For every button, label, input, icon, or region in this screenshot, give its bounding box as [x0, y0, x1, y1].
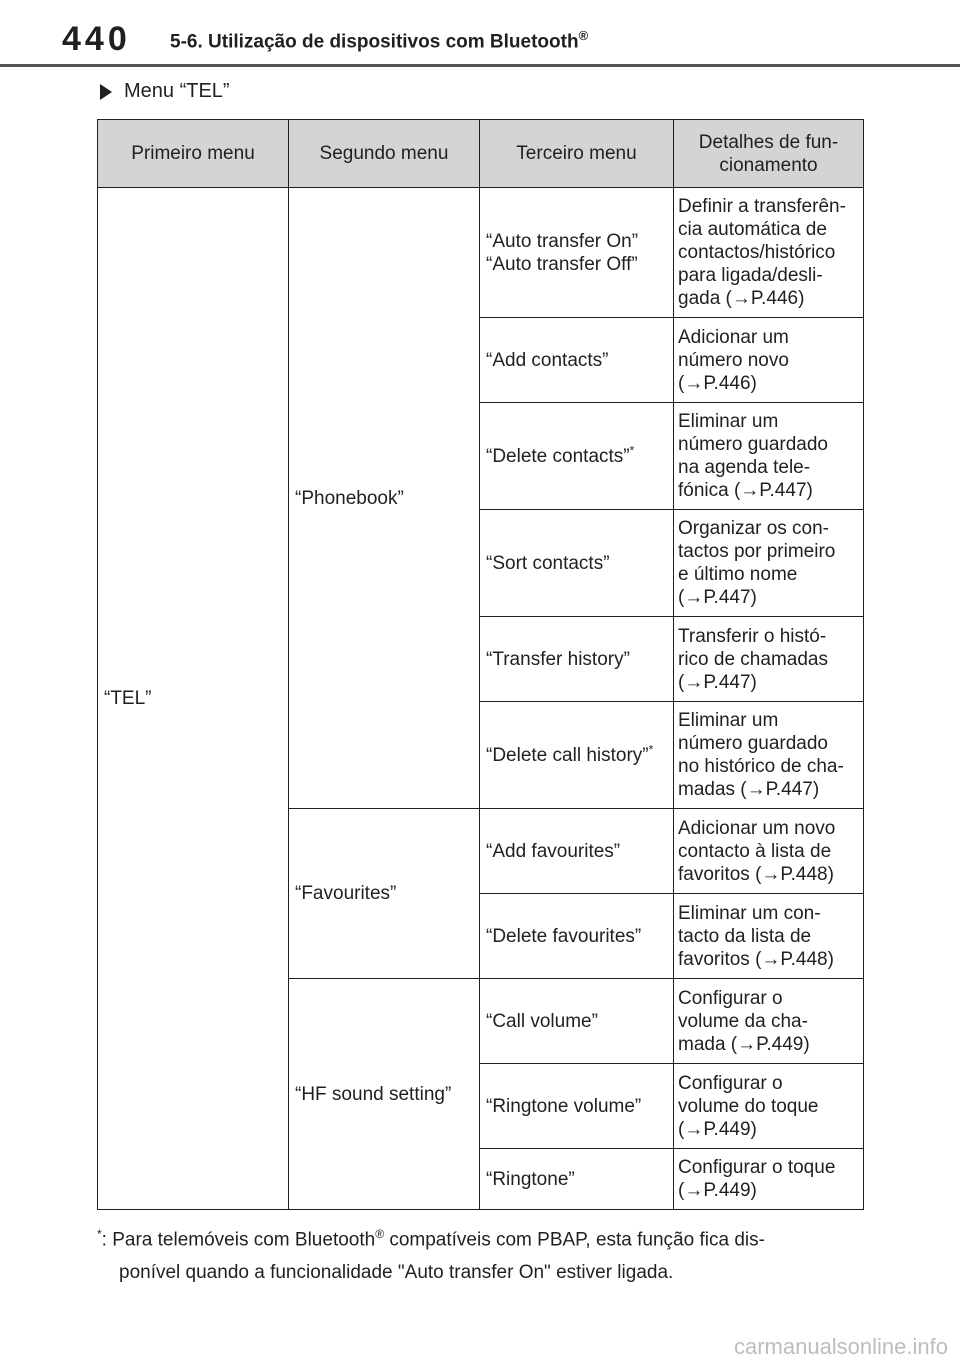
details-cell: Configurar o volume da cha- mada (→P.449)	[674, 979, 864, 1064]
third-menu-cell	[480, 702, 674, 809]
third-menu-cell	[480, 1149, 674, 1210]
column-header-details: Detalhes de fun- cionamento	[674, 120, 864, 188]
third-menu-label: “Delete call history”	[486, 744, 649, 766]
footnote-text-b: compatíveis com PBAP, esta função fica dis-	[384, 1229, 765, 1251]
third-menu-cell	[480, 1064, 674, 1149]
third-menu-cell	[480, 617, 674, 702]
page-number: 440	[62, 20, 131, 58]
column-header-third-menu: Terceiro menu	[480, 120, 674, 188]
menu-heading-text: Menu “TEL”	[124, 80, 230, 102]
third-menu-label: “Transfer history”	[486, 648, 630, 670]
details-cell: Configurar o toque (→P.449)	[674, 1149, 864, 1210]
third-menu-label: “Delete favourites”	[486, 925, 642, 947]
second-menu-hf-sound-setting: “HF sound setting”	[289, 979, 480, 1210]
third-menu-label: “Add favourites”	[486, 840, 621, 862]
third-menu-label: “Auto transfer On” “Auto transfer Off”	[486, 230, 639, 275]
footnote-line-2: ponível quando a funcionalidade "Auto transfer On" estiver ligada.	[119, 1262, 674, 1284]
footnote	[97, 1218, 867, 1289]
header-divider	[0, 64, 960, 67]
third-menu-cell	[480, 894, 674, 979]
footnote-mark: *	[648, 742, 654, 757]
column-header-second-menu: Segundo menu	[289, 120, 480, 188]
third-menu-cell	[480, 510, 674, 617]
page-header	[0, 0, 960, 66]
third-menu-cell	[480, 188, 674, 318]
footnote-mark: *	[629, 443, 635, 458]
footnote-marker: *	[97, 1227, 102, 1241]
second-menu-favourites: “Favourites”	[289, 809, 480, 979]
menu-heading	[100, 80, 230, 103]
third-menu-label: “Ringtone”	[486, 1168, 575, 1190]
details-cell: Adicionar um número novo (→P.446)	[674, 318, 864, 403]
third-menu-cell	[480, 318, 674, 403]
first-menu-cell: “TEL”	[98, 188, 289, 1210]
watermark: carmanualsonline.info	[733, 1334, 948, 1359]
details-cell: Configurar o volume do toque (→P.449)	[674, 1064, 864, 1149]
registered-mark: ®	[375, 1227, 385, 1241]
details-cell: Definir a transferên- cia automática de contactos/histórico para ligada/desli- gada (→P.446)	[674, 188, 864, 318]
section-title-text: 5-6. Utilização de dispositivos com Bluetooth	[170, 31, 579, 53]
third-menu-cell	[480, 809, 674, 894]
details-cell: Adicionar um novo contacto à lista de favoritos (→P.448)	[674, 809, 864, 894]
third-menu-label: “Ringtone volume”	[486, 1095, 642, 1117]
table-header-row	[98, 120, 864, 188]
details-cell: Eliminar um número guardado na agenda tele- fónica (→P.447)	[674, 403, 864, 510]
third-menu-cell	[480, 979, 674, 1064]
third-menu-cell	[480, 403, 674, 510]
footnote-line-1	[97, 1218, 867, 1256]
third-menu-label: “Sort contacts”	[486, 552, 610, 574]
triangle-bullet-icon	[100, 84, 112, 100]
registered-mark: ®	[578, 28, 589, 43]
third-menu-label: “Add contacts”	[486, 349, 609, 371]
third-menu-label: “Call volume”	[486, 1010, 598, 1032]
third-menu-label: “Delete contacts”	[486, 445, 630, 467]
table-row	[98, 188, 864, 318]
section-title	[170, 28, 588, 53]
details-cell: Eliminar um número guardado no histórico de cha- madas (→P.447)	[674, 702, 864, 809]
column-header-first-menu: Primeiro menu	[98, 120, 289, 188]
footnote-text-a: : Para telemóveis com Bluetooth	[101, 1229, 376, 1251]
tel-menu-table	[97, 119, 864, 1210]
details-cell: Organizar os con- tactos por primeiro e último nome (→P.447)	[674, 510, 864, 617]
details-cell: Transferir o histó- rico de chamadas (→P.447)	[674, 617, 864, 702]
details-cell: Eliminar um con- tacto da lista de favoritos (→P.448)	[674, 894, 864, 979]
second-menu-phonebook: “Phonebook”	[289, 188, 480, 809]
